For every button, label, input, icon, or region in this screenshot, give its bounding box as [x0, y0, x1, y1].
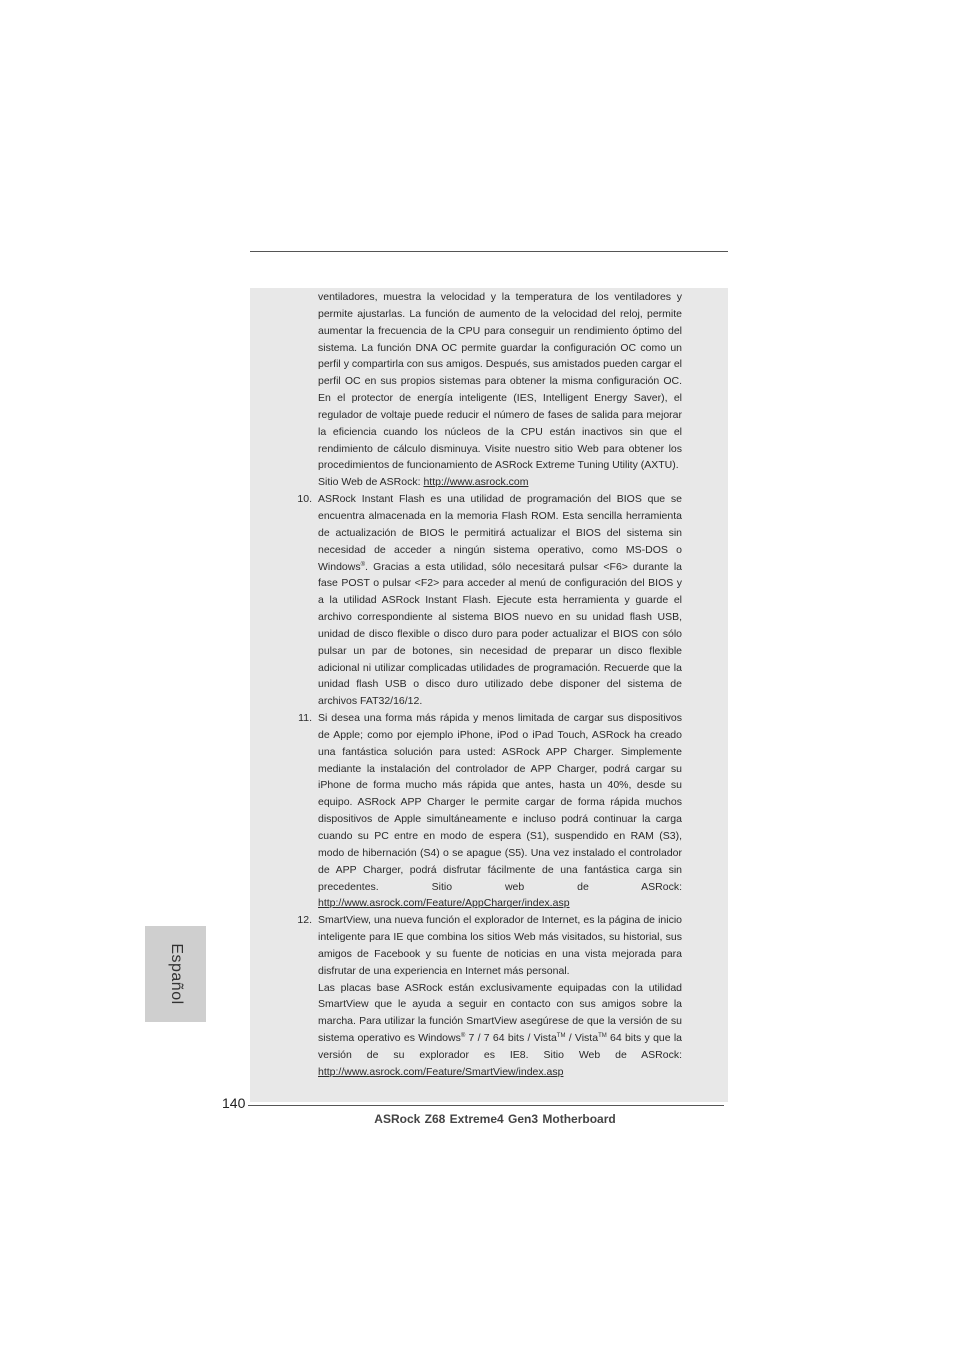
- page-number: 140: [222, 1095, 246, 1111]
- smartview-link[interactable]: http://www.asrock.com/Feature/SmartView/index.asp: [318, 1065, 564, 1078]
- intro-text: ventiladores, muestra la velocidad y la temperatura de los ventiladores y permite ajustarlas. La función de aumento de la velocidad del reloj, permite aumentar la frecuencia de la CPU para conseguir un rendimiento óptimo del sistema. La función DNA OC permite guardar la configuración OC como un perfil y compartirla con sus amigos. Después, sus amistados pueden cargar el perfil OC en sus propios sistemas para obtener la misma configuración OC. En el protector de energía inteligente (IES, Intelligent Energy Saver), el regulador de voltaje puede reducir el número de fases de salida para mejorar la eficiencia cuando los núcleos de la CPU están inactivos sin que el rendimiento de cálculo disminuya. Visite nuestro sitio Web para obtener los procedimientos de funcionamiento de ASRock Extreme Tuning Utility (AXTU).: [318, 291, 682, 472]
- asrock-site-link[interactable]: http://www.asrock.com: [423, 476, 529, 489]
- trademark-mark: TM: [556, 1033, 566, 1040]
- language-tab: [145, 926, 206, 1022]
- item-paragraph: SmartView, una nueva función el explorador de Internet, es la página de inicio inteligente para IE que combina los sitios Web más visitados, su historial, sus amigos de Facebook y su fuente de noticias en una vista mejorada para disfrutar de una experiencia en Internet más personal.: [318, 914, 682, 977]
- item-text: Si desea una forma más rápida y menos limitada de cargar sus dispositivos de Apple; como por ejemplo iPhone, iPod o iPad Touch, ASRock ha creado una fantástica solución para usted: ASRock APP Charger. Simplemente mediante la instalación del controlador de APP Charger, podrá cargar su iPhone de forma mucho más rápida que antes, hasta un 40%, desde su equipo. ASRock APP Charger le permite cargar de forma rápida muchos dispositivos de Apple simultáneamente e incluso podrá continuar la carga cuando su PC entre en modo de espera (S1), suspendido en RAM (S3), modo de hibernación (S4) o se apague (S5). Una vez instalado el controlador de APP Charger, podrá disfrutar fácilmente de una fantástica carga sin precedentes. Sitio web de ASRock: http://www.asrock.com/Feature/AppCharger/index.asp: [318, 712, 682, 910]
- intro-paragraph: [318, 289, 682, 491]
- item-number: 12.: [297, 914, 312, 927]
- list-item-12: [297, 912, 683, 1080]
- trademark-mark: TM: [598, 1033, 607, 1040]
- body-text: [297, 289, 683, 1081]
- registered-mark: ®: [460, 1033, 466, 1040]
- top-rule: [250, 251, 728, 252]
- item-number: 11.: [298, 712, 312, 725]
- footer-title: ASRock Z68 Extreme4 Gen3 Motherboard: [374, 1112, 616, 1126]
- site-label: Sitio Web de ASRock:: [318, 476, 424, 489]
- item-paragraph: Las placas base ASRock están exclusivamente equipadas con la utilidad SmartView que le ayuda a seguir en contacto con sus amigos sobre la marcha. Para utilizar la función SmartView asegúrese de que la versión de su sistema operativo es Windows® 7 / 7 64 bits / Vista™ / Vista™ 64 bits y que la versión de su explorador es IE8. Sitio Web de ASRock: http://www.asrock.com/Feature/SmartView/index.asp: [318, 981, 683, 1078]
- language-label: Español: [167, 943, 185, 1005]
- item-number: 10.: [297, 493, 312, 506]
- registered-mark: ®: [360, 561, 366, 568]
- item-text: [318, 912, 682, 1080]
- bottom-rule: [248, 1105, 724, 1106]
- list-item-10: [297, 491, 682, 710]
- item-text: ASRock Instant Flash es una utilidad de programación del BIOS que se encuentra almacenada en la memoria Flash ROM. Esta sencilla herramienta de actualización de BIOS le permitirá actualizar el BIOS del sistema sin necesidad de acceder a ningún sistema operativo, como MS-DOS o Windows®. Gracias a esta utilidad, sólo necesitará pulsar <F6> durante la fase POST o pulsar <F2> para acceder al menú de configuración del BIOS y a la utilidad ASRock Instant Flash. Ejecute esta herramienta y guarde el archivo correspondiente al sistema BIOS nuevo en su unidad flash USB, unidad de disco flexible o disco duro para poder actualizar el BIOS con sólo pulsar un par de botones, sin necesidad de preparar un disco flexible adicional ni utilizar complicadas utilidades de programación. Recuerde que la unidad flash USB o disco duro utilizado debe disponer del sistema de archivos FAT32/16/12.: [318, 493, 682, 708]
- list-item-11: [298, 710, 682, 912]
- app-charger-link[interactable]: http://www.asrock.com/Feature/AppCharger/index.asp: [318, 897, 570, 910]
